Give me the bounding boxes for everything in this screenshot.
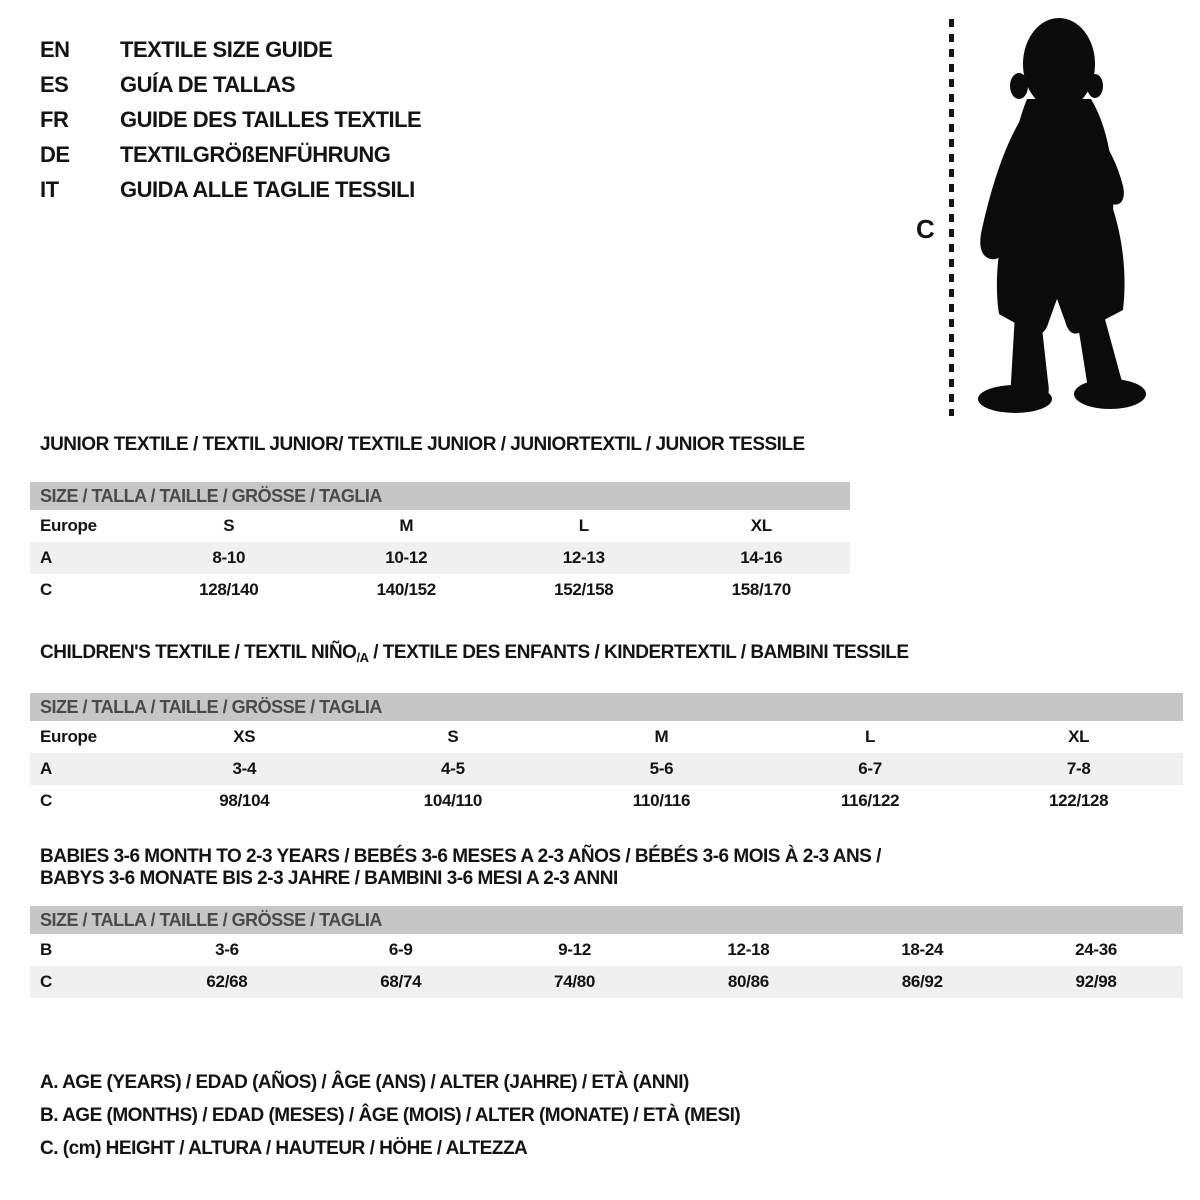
legend-line-b: B. AGE (MONTHS) / EDAD (MESES) / ÂGE (MOIS) / ALTER (MONATE) / ETÀ (MESI) [40,1104,741,1126]
section-title [40,642,1183,669]
section-title: JUNIOR TEXTILE / TEXTIL JUNIOR/ TEXTILE JUNIOR / JUNIORTEXTIL / JUNIOR TESSILE [40,434,805,455]
cell: 12-18 [727,940,770,959]
language-label: GUIDE DES TAILLES TEXTILE [120,106,422,132]
row-label: C [40,791,52,810]
cell: 14-16 [740,548,783,567]
title-part: / TEXTILE DES ENFANTS / KINDERTEXTIL / BAMBINI TESSILE [368,642,909,663]
junior-size-table [30,482,850,606]
cell: 152/158 [554,580,614,599]
title-line-2: BABYS 3-6 MONATE BIS 2-3 JAHRE / BAMBINI 3-6 MESI A 2-3 ANNI [40,868,618,889]
cell: 3-4 [232,759,257,778]
language-code: ES [40,71,69,97]
cell: 6-7 [858,759,882,778]
row-label: A [40,548,52,567]
title-line-1: BABIES 3-6 MONTH TO 2-3 YEARS / BEBÉS 3-6 MESES A 2-3 AÑOS / BÉBÉS 3-6 MOIS À 2-3 ANS / [40,846,881,867]
cell: L [865,727,876,746]
children-size-table [30,693,1183,817]
language-row-it [40,172,421,207]
cell: S [223,516,235,535]
language-label: TEXTILGRÖßENFÜHRUNG [120,141,391,167]
cell: 92/98 [1075,972,1117,991]
section-junior-textile [30,434,850,606]
cell: 140/152 [376,580,436,599]
language-code: EN [40,36,70,62]
language-label: GUÍA DE TALLAS [120,71,296,97]
cell: 8-10 [212,548,246,567]
section-babies-textile [30,846,1183,998]
cell: XL [1068,727,1090,746]
table-row-age-months [30,934,1183,966]
size-header-bar: SIZE / TALLA / TAILLE / GRÖSSE / TAGLIA [30,693,1183,721]
cell: 12-13 [562,548,605,567]
cell: 86/92 [901,972,943,991]
table-row-age [30,753,1183,785]
cell: M [654,727,669,746]
row-label: Europe [40,727,97,746]
legend-line-c: C. (cm) HEIGHT / ALTURA / HAUTEUR / HÖHE / ALTEZZA [40,1137,528,1159]
babies-size-table [30,906,1183,998]
table-row-europe [30,721,1183,753]
cell: 68/74 [380,972,422,991]
title-subscript: /A [356,650,369,665]
cell: 158/170 [731,580,791,599]
height-measure-figure [905,14,1200,426]
toddler-silhouette-icon [965,14,1165,416]
cell: 104/110 [423,791,483,810]
cell: 4-5 [441,759,465,778]
language-row-fr [40,102,421,137]
cell: 128/140 [199,580,259,599]
size-header-bar: SIZE / TALLA / TAILLE / GRÖSSE / TAGLIA [30,482,850,510]
cell: S [447,727,459,746]
cell: 7-8 [1066,759,1091,778]
cell: 24-36 [1075,940,1118,959]
table-row-height [30,966,1183,998]
size-header-bar: SIZE / TALLA / TAILLE / GRÖSSE / TAGLIA [30,906,1183,934]
height-measure-label: C [916,214,935,244]
cell: M [399,516,414,535]
cell: 98/104 [219,791,270,810]
cell: 6-9 [388,940,413,959]
row-label: B [40,940,52,959]
cell: 80/86 [727,972,769,991]
language-code: FR [40,106,69,132]
cell: 74/80 [554,972,596,991]
cell: 110/116 [632,791,691,810]
language-code: DE [40,141,70,167]
cell: L [578,516,589,535]
table-row-europe [30,510,850,542]
language-label: TEXTILE SIZE GUIDE [120,36,333,62]
height-dashed-line [949,19,954,416]
row-label: C [40,972,52,991]
language-row-en [40,32,421,67]
language-label: GUIDA ALLE TAGLIE TESSILI [120,176,415,202]
cell: 62/68 [206,972,248,991]
cell: XL [750,516,772,535]
row-label: Europe [40,516,97,535]
legend-line-a: A. AGE (YEARS) / EDAD (AÑOS) / ÂGE (ANS) / ALTER (JAHRE) / ETÀ (ANNI) [40,1071,689,1093]
language-row-de [40,137,421,172]
cell: 18-24 [901,940,944,959]
row-label: A [40,759,52,778]
section-childrens-textile [30,642,1183,817]
cell: 10-12 [385,548,428,567]
measurement-legend [40,1066,740,1165]
section-title [40,846,1183,890]
row-label: C [40,580,52,599]
cell: 9-12 [558,940,591,959]
title-part: CHILDREN'S TEXTILE / TEXTIL NIÑO [40,642,357,663]
language-row-es [40,67,421,102]
cell: 116/122 [840,791,900,810]
table-row-age [30,542,850,574]
cell: XS [233,727,256,746]
cell: 5-6 [649,759,674,778]
language-code: IT [40,176,59,202]
cell: 122/128 [1048,791,1109,810]
language-title-list [40,32,421,207]
table-row-height [30,574,850,606]
cell: 3-6 [215,940,239,959]
table-row-height [30,785,1183,817]
